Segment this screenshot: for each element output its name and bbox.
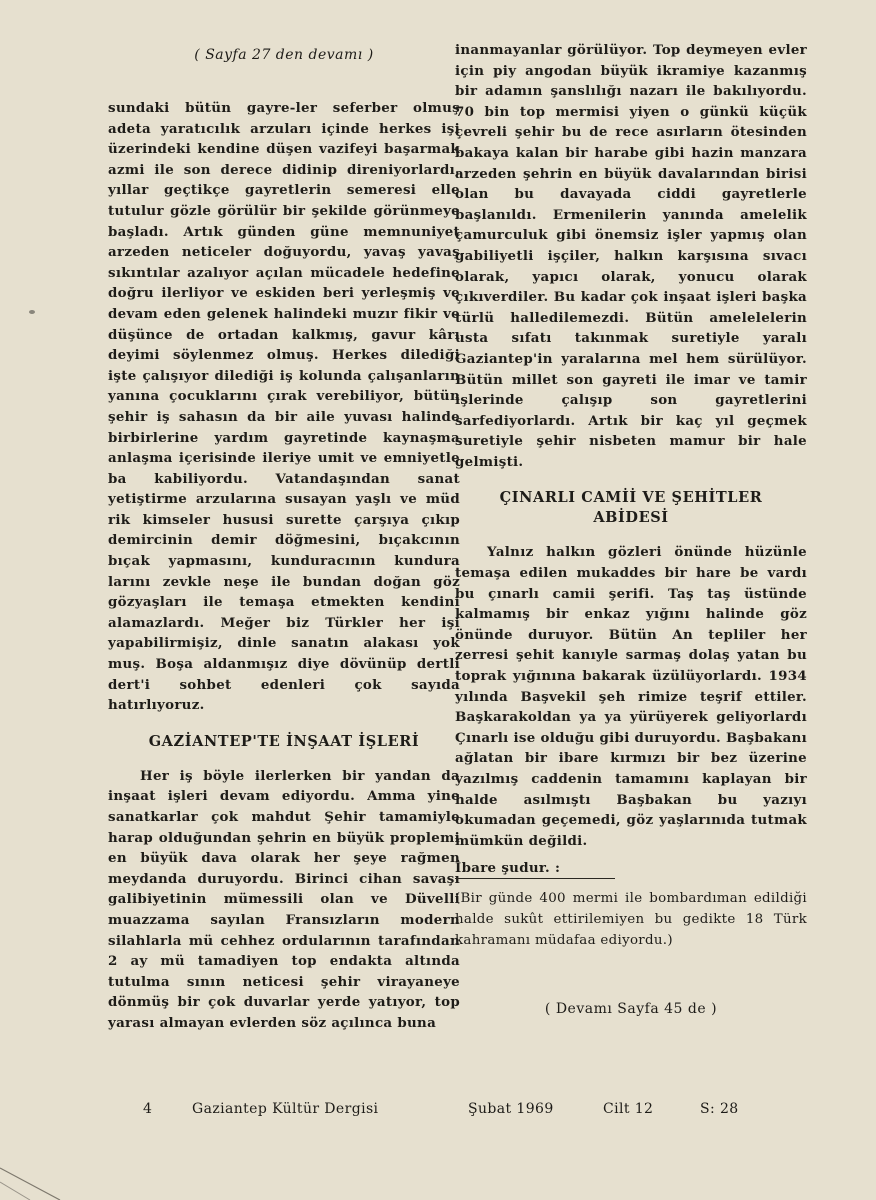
footer-issue: S: 28 xyxy=(700,1101,739,1117)
inscription-text: (Bir günde 400 mermi ile bombardıman edildiği halde sukût ettirilemiyen bu gedikte 18 Türk kahramanı müdafaa ediyordu.) xyxy=(455,891,807,948)
right-paragraph-2: Yalnız halkın gözleri önünde hüzünle temaşa edilen mukaddes bir hare be vardı bu çınarlı camii şerifi. Taş taş üstünde kalmamış bir enkaz yığını halinde göz önünde duruyor. Bütün An tepliler her zerresi şehit kanıyle sarmaş dolaş yatan bu toprak yığınına bakarak üzülüyorlardı. 1934 yılında Başvekil şeh rimize teşrif ettiler. Başkarakoldan ya ya yürüyerek geliyorlardı Çınarlı ise olduğu gibi duruyordu. Başbakanı ağlatan bir ibare kırmızı bir bez üzerine yazılmış caddenin tamamını kaplayan bir halde asılmıştı Başbakan bu yazıyı okumadan geçemedi, göz yaşlarınıda tutmak mümkün değildi. xyxy=(455,544,807,849)
footer-page-number: 4 xyxy=(143,1101,153,1117)
heading-line-2: ABİDESİ xyxy=(593,509,669,527)
right-paragraph-1: inanmayanlar görülüyor. Top deymeyen evler için piy angodan büyük ikramiye kazanmış bir adamın şanslılığı nazarı ile bakılıyordu. 70 bin top mermisi yiyen o günkü küçük çevreli şehir bu de rece asırların ötesinden bakaya kalan bir harabe gibi hazin manzara arzeden şehrin en büyük davalarından birisi olan bu davayada ciddi gayretlerle başlanıldı. Ermenilerin yanında amelelik çamurculuk gibi önemsiz işler yapmış olan gabiliyetli işçiler, halkın karşısına sıvacı olarak, yapıcı olarak, yonucu olarak çıkıverdiler. Bu kadar çok inşaat işleri başka türlü halledilemezdi. Bütün amelelelerin usta sıfatı takınmak suretiyle yaralı Gaziantep'in yaralarına mel hem sürülüyor. Bütün millet son gayreti ile imar ve tamir işlerinde çalışıp son gayretlerini sarfediyorlardı. Artık bir kaç yıl geçmek suretiyle şehir nisbeten mamur bir hale gelmişti. xyxy=(455,42,807,470)
footer-date: Şubat 1969 xyxy=(468,1101,554,1117)
inscription-label: İbare şudur. : xyxy=(455,860,561,877)
footer-magazine-name: Gaziantep Kültür Dergisi xyxy=(192,1101,379,1117)
section-heading-mosque xyxy=(455,488,807,528)
continued-on-note: ( Devamı Sayfa 45 de ) xyxy=(544,1001,718,1018)
left-paragraph-2: Her iş böyle ilerlerken bir yandan da inşaat işleri devam ediyordu. Amma yine sanatkarlar çok mahdut Şehir tamamiyle harap olduğundan şehrin en büyük proplemi en büyük dava olarak her şeye rağmen meydanda duruyordu. Birinci cihan savaşı galibiyetinin mümessili olan ve Düvelli muazzama sayılan Fransızların modern silahlarla mü cehhez ordularının tarafından 2 ay mü tamadiyen top endakta altında tutulma sının neticesi şehir virayaneye dönmüş bir çok duvarlar yerde yatıyor, top yarası almayan evlerden söz açılınca buna xyxy=(108,767,460,1031)
inscription-underline xyxy=(455,878,615,879)
inscription-label-row xyxy=(455,857,807,879)
footer-volume: Cilt 12 xyxy=(603,1101,654,1117)
right-column xyxy=(455,40,807,1017)
section-heading-construction: GAZİANTEP'TE İNŞAAT İŞLERİ xyxy=(148,732,420,750)
heading-line-1: ÇINARLI CAMİİ VE ŞEHİTLER xyxy=(499,489,763,507)
left-column xyxy=(108,40,460,1034)
paper-speck xyxy=(29,310,35,314)
left-paragraph-1: sundaki bütün gayre-ler seferber olmuş adeta yaratıcılık arzuları içinde herkes işi üzerindeki kendine düşen vazifeyi başarmak azmi ile son derece didinip direniyorlardı, yıllar geçtikçe gayretlerin semeresi elle tutulur gözle görülür bir şekilde görünmeye başladı. Artık günden güne memnuniyet arzeden neticeler doğuyordu, yavaş yavaş sıkıntılar azalıyor açılan mücadele hedefine doğru ilerliyor ve eskiden beri yerleşmiş ve devam eden gelenek halindeki muzır fikir ve düşünce de ortadan kalkmış, gavur kârı deyimi söylenmez olmuş. Herkes dilediği işte çalışıyor dilediği iş kolunda çalışanların yanına çocuklarını çırak verebiliyor, bütün şehir iş sahasın da bir aile yuvası halinde birbirlerine yardım gayretinde kaynaşma anlaşma içerisinde ileriye umit ve emniyetle ba kabiliyordu. Vatandaşından sanat yetiştirme arzularına susayan yaşlı ve müd rik kimseler hususi surette çarşıya çıkıp demircinin demir döğmesini, bıçakcının bıçak yapmasını, kunduracının kundura larını zevkle neşe ile bundan doğan göz gözyaşları ile temaşa etmekten kendini alamazlardı. Meğer biz Türkler her işi yapabilirmişiz, dinle sanatın alakası yok muş. Boşa aldanmışız diye dövünüp dertli dert'i sohbet edenleri çok sayıda hatırlıyoruz. xyxy=(108,100,460,714)
corner-fold-lines xyxy=(0,1160,70,1200)
page-corner-fold xyxy=(0,1160,70,1200)
continued-from-note: ( Sayfa 27 den devamı ) xyxy=(194,47,374,63)
